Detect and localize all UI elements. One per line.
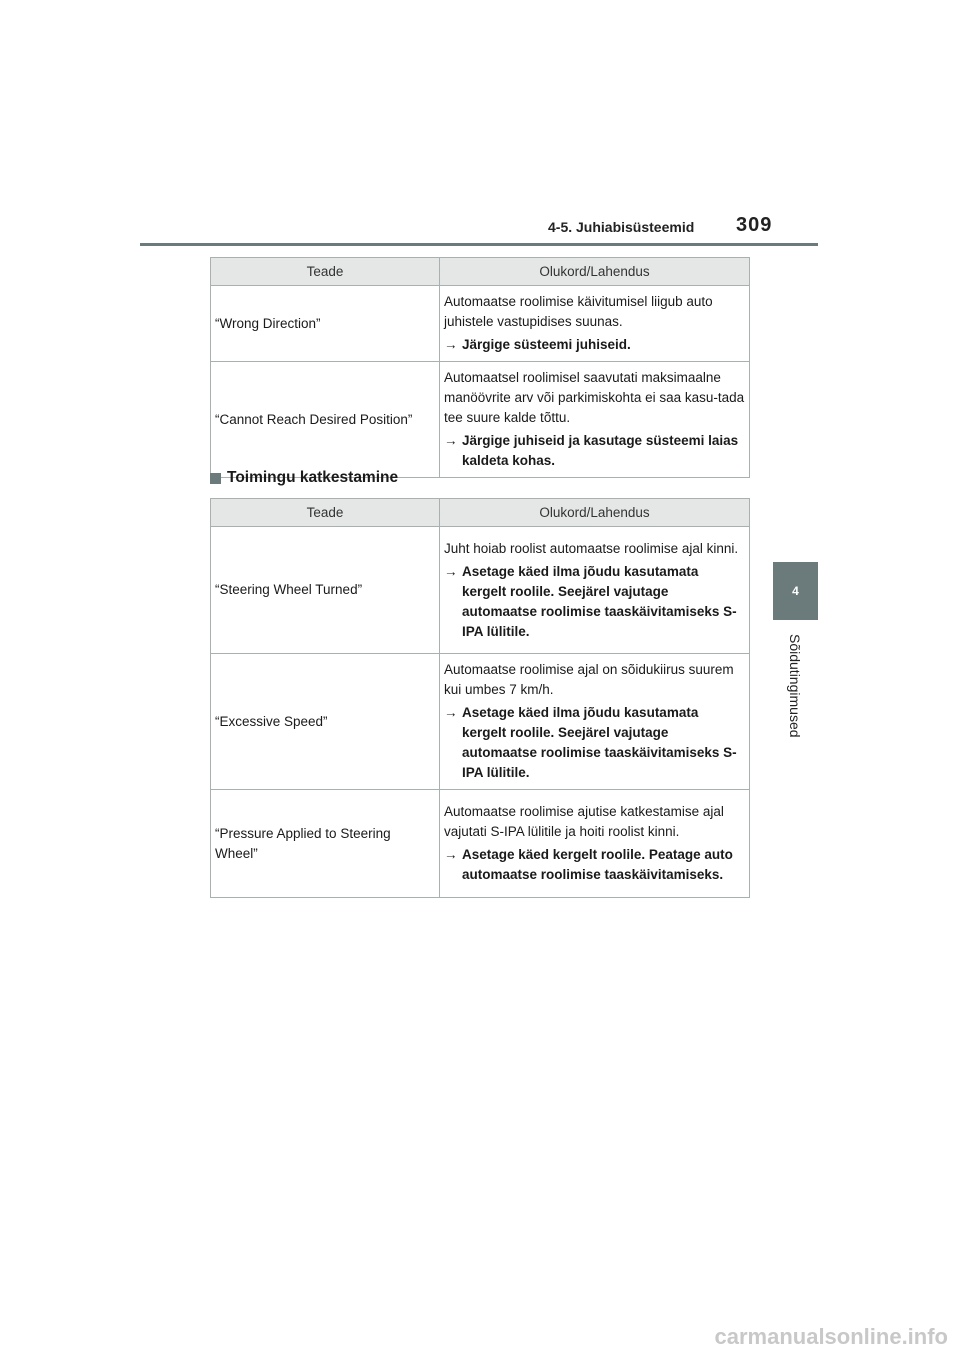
header-divider: [140, 243, 818, 246]
chapter-tab: [773, 562, 818, 620]
solution-text: Asetage käed kergelt roolile. Peatage auto automaatse roolimise taaskäivitamiseks.: [462, 847, 733, 882]
solution: [444, 562, 745, 642]
message-cell: “Cannot Reach Desired Position”: [211, 362, 440, 478]
situation-text: Automaatse roolimise ajal on sõidukiirus suurem kui umbes 7 km/h.: [444, 662, 734, 697]
table-row: [211, 286, 750, 362]
situation-cell: [440, 527, 750, 654]
column-header-message: Teade: [211, 258, 440, 286]
chapter-number: 4: [792, 584, 799, 598]
page-number: 309: [736, 214, 773, 236]
arrow-right-icon: →: [444, 433, 458, 448]
table-row: [211, 790, 750, 898]
table-header-row: [211, 499, 750, 527]
square-bullet-icon: [210, 473, 221, 484]
table-row: [211, 362, 750, 478]
solution-text: Järgige süsteemi juhiseid.: [462, 337, 631, 352]
situation-text: Automaatsel roolimisel saavutati maksimaalne manöövrite arv või parkimiskohta ei saa kasu-tada tee suure kalde tõttu.: [444, 370, 745, 425]
solution: [444, 845, 745, 885]
situation-cell: [440, 654, 750, 790]
solution: [444, 703, 745, 783]
section-title-text: Toimingu katkestamine: [227, 469, 399, 486]
table-row: [211, 527, 750, 654]
arrow-right-icon: →: [444, 563, 458, 579]
messages-table-1: [210, 257, 750, 478]
column-header-situation: Olukord/Lahendus: [440, 499, 750, 527]
arrow-right-icon: →: [444, 337, 458, 352]
message-cell: “Pressure Applied to Steering Wheel”: [211, 790, 440, 898]
messages-table-2: [210, 498, 750, 898]
situation-text: Automaatse roolimise ajutise katkestamise ajal vajutati S-IPA lülitile ja hoiti roolist kinni.: [444, 804, 724, 839]
column-header-situation: Olukord/Lahendus: [440, 258, 750, 286]
solution-text: Järgige juhiseid ja kasutage süsteemi laias kaldeta kohas.: [462, 433, 739, 468]
situation-cell: [440, 362, 750, 478]
message-cell: “Steering Wheel Turned”: [211, 527, 440, 654]
solution-text: Asetage käed ilma jõudu kasutamata kergelt roolile. Seejärel vajutage automaatse roolimise taaskäivitamiseks S-IPA lülitile.: [462, 563, 737, 639]
message-cell: “Excessive Speed”: [211, 654, 440, 790]
solution: [444, 335, 745, 355]
table-header-row: [211, 258, 750, 286]
arrow-right-icon: →: [444, 847, 458, 862]
table-row: [211, 654, 750, 790]
arrow-right-icon: →: [444, 705, 458, 720]
watermark: carmanualsonline.info: [714, 1324, 948, 1349]
situation-cell: [440, 790, 750, 898]
column-header-message: Teade: [211, 499, 440, 527]
section-heading: 4-5. Juhiabisüsteemid: [548, 219, 695, 235]
chapter-label: Sõidutingimused: [787, 634, 803, 738]
message-cell: “Wrong Direction”: [211, 286, 440, 362]
solution-text: Asetage käed ilma jõudu kasutamata kergelt roolile. Seejärel vajutage automaatse roolimise taaskäivitamiseks S-IPA lülitile.: [462, 705, 737, 780]
situation-cell: [440, 286, 750, 362]
situation-text: Juht hoiab roolist automaatse roolimise ajal kinni.: [444, 540, 739, 556]
section-title: [210, 469, 398, 487]
situation-text: Automaatse roolimise käivitumisel liigub auto juhistele vastupidises suunas.: [444, 294, 713, 329]
solution: [444, 431, 745, 471]
